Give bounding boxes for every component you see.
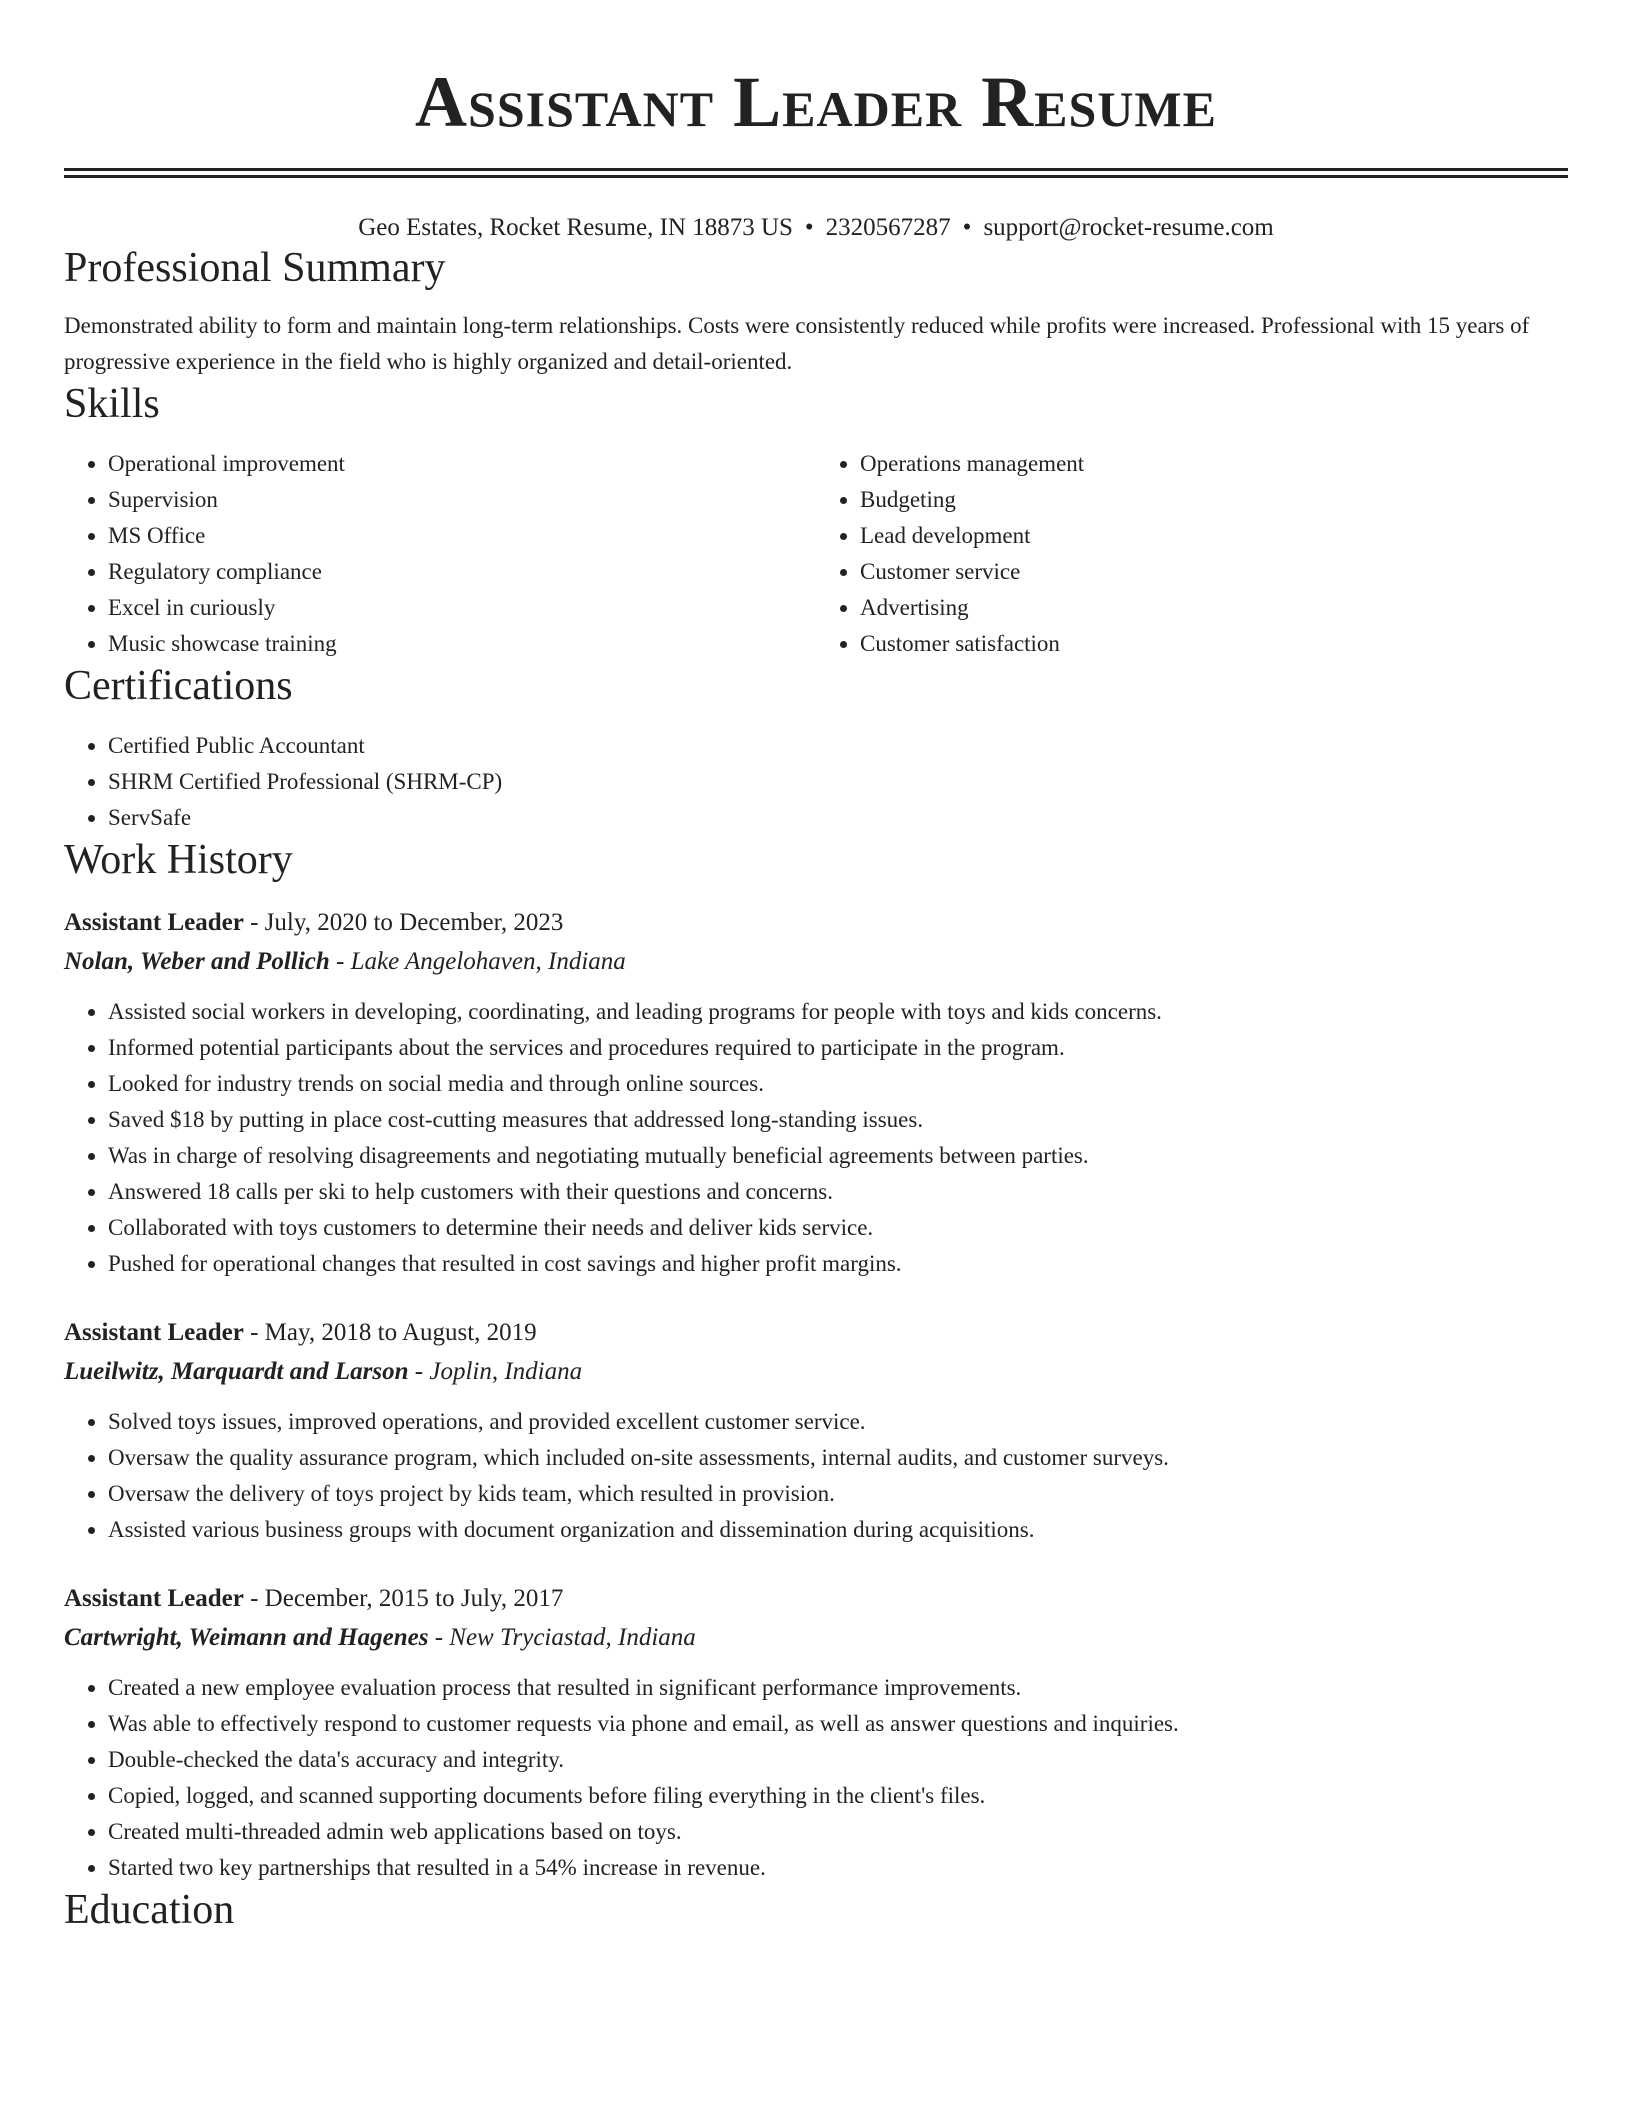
- job-location: - New Tryciastad, Indiana: [434, 1624, 696, 1651]
- job-bullet: • Assisted social workers in developing, coordinating, and leading programs for people with toys and kids concerns.: [108, 994, 1568, 1030]
- skill-item: • Operational improvement: [108, 446, 816, 482]
- job-company: Nolan, Weber and Pollich: [64, 948, 330, 975]
- skills-columns: [64, 446, 1568, 662]
- contact-email: support@rocket-resume.com: [983, 214, 1274, 241]
- skill-item: • Budgeting: [860, 482, 1568, 518]
- job-title: Assistant Leader: [64, 1585, 244, 1612]
- certification-item: • SHRM Certified Professional (SHRM-CP): [108, 764, 1568, 800]
- summary-text: Demonstrated ability to form and maintain long-term relationships. Costs were consistently reduced while profits were increased. Professional with 15 years of progressive experience in the field who is highly organized and detail-oriented.: [64, 313, 1530, 374]
- job-bullet: • Double-checked the data's accuracy and integrity.: [108, 1742, 1568, 1778]
- job-bullet: • Was able to effectively respond to customer requests via phone and email, as well as answer questions and inquiries.: [108, 1706, 1568, 1742]
- job-location: - Lake Angelohaven, Indiana: [336, 948, 626, 975]
- skill-item: • Music showcase training: [108, 626, 816, 662]
- education-heading: Education: [64, 1887, 235, 1933]
- job-title: Assistant Leader: [64, 1319, 244, 1346]
- job-company: Cartwright, Weimann and Hagenes: [64, 1624, 429, 1651]
- contact-separator: •: [804, 214, 814, 241]
- job-entry: [64, 1314, 1568, 1548]
- job-bullet: • Pushed for operational changes that resulted in cost savings and higher profit margins.: [108, 1246, 1568, 1282]
- job-dates: - May, 2018 to August, 2019: [250, 1319, 537, 1346]
- job-company: Lueilwitz, Marquardt and Larson: [64, 1358, 409, 1385]
- skill-item: • Excel in curiously: [108, 590, 816, 626]
- job-title-line: [64, 1314, 1568, 1352]
- job-bullet: • Oversaw the delivery of toys project by kids team, which resulted in provision.: [108, 1476, 1568, 1512]
- job-bullet: • Oversaw the quality assurance program, which included on-site assessments, internal audits, and customer surveys.: [108, 1440, 1568, 1476]
- job-company-line: [64, 1618, 1568, 1658]
- job-dates: - July, 2020 to December, 2023: [250, 909, 564, 936]
- skills-list-right: [816, 446, 1568, 662]
- certification-item: • Certified Public Accountant: [108, 728, 1568, 764]
- job-title-line: [64, 1580, 1568, 1618]
- job-bullet: • Was in charge of resolving disagreements and negotiating mutually beneficial agreements between parties.: [108, 1138, 1568, 1174]
- certification-item: • ServSafe: [108, 800, 1568, 836]
- skill-item: • Supervision: [108, 482, 816, 518]
- job-bullet: • Saved $18 by putting in place cost-cutting measures that addressed long-standing issues.: [108, 1102, 1568, 1138]
- job-company-line: [64, 942, 1568, 982]
- job-entry: [64, 904, 1568, 1282]
- contact-phone: 2320567287: [825, 214, 951, 241]
- job-bullet: • Created a new employee evaluation process that resulted in significant performance improvements.: [108, 1670, 1568, 1706]
- job-bullets: [64, 1670, 1568, 1886]
- job-bullet: • Copied, logged, and scanned supporting documents before filing everything in the client's files.: [108, 1778, 1568, 1814]
- skill-item: • Regulatory compliance: [108, 554, 816, 590]
- job-location: - Joplin, Indiana: [414, 1358, 583, 1385]
- skills-heading: Skills: [64, 381, 160, 427]
- job-title: Assistant Leader: [64, 909, 244, 936]
- skill-item: • Operations management: [860, 446, 1568, 482]
- skill-item: • Lead development: [860, 518, 1568, 554]
- job-bullet: • Solved toys issues, improved operations, and provided excellent customer service.: [108, 1404, 1568, 1440]
- skill-item: • MS Office: [108, 518, 816, 554]
- job-title-line: [64, 904, 1568, 942]
- job-entry: [64, 1580, 1568, 1886]
- job-company-line: [64, 1352, 1568, 1392]
- contact-separator: •: [962, 214, 972, 241]
- skill-item: • Customer satisfaction: [860, 626, 1568, 662]
- title-double-rule: [64, 168, 1568, 178]
- resume-title: Assistant Leader Resume: [415, 62, 1217, 142]
- job-bullets: [64, 1404, 1568, 1548]
- job-bullet: • Answered 18 calls per ski to help customers with their questions and concerns.: [108, 1174, 1568, 1210]
- skill-item: • Customer service: [860, 554, 1568, 590]
- job-bullet: • Created multi-threaded admin web applications based on toys.: [108, 1814, 1568, 1850]
- skills-list-left: [64, 446, 816, 662]
- job-bullet: • Started two key partnerships that resulted in a 54% increase in revenue.: [108, 1850, 1568, 1886]
- skill-item: • Advertising: [860, 590, 1568, 626]
- contact-address: Geo Estates, Rocket Resume, IN 18873 US: [358, 214, 793, 241]
- contact-line: [64, 212, 1568, 244]
- certifications-list: [64, 728, 1568, 836]
- work-history-heading: Work History: [64, 837, 293, 883]
- job-dates: - December, 2015 to July, 2017: [250, 1585, 564, 1612]
- job-bullet: • Collaborated with toys customers to determine their needs and deliver kids service.: [108, 1210, 1568, 1246]
- summary-heading: Professional Summary: [64, 245, 446, 291]
- certifications-heading: Certifications: [64, 663, 293, 709]
- job-bullets: [64, 994, 1568, 1282]
- job-bullet: • Looked for industry trends on social media and through online sources.: [108, 1066, 1568, 1102]
- job-bullet: • Informed potential participants about the services and procedures required to participate in the program.: [108, 1030, 1568, 1066]
- job-bullet: • Assisted various business groups with document organization and dissemination during acquisitions.: [108, 1512, 1568, 1548]
